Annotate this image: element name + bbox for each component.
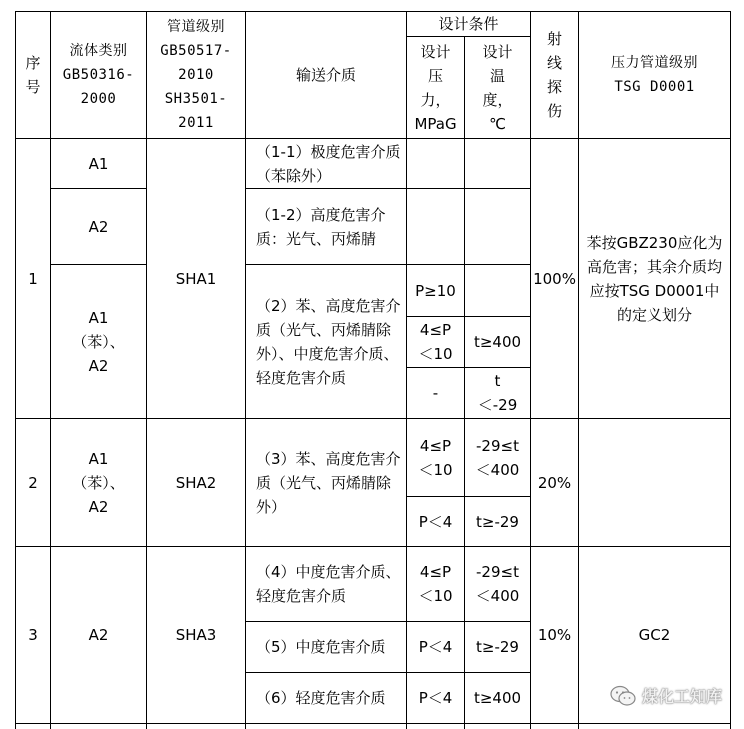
table-line (730, 11, 731, 729)
row1-fluid-a1-benzene: A1（苯）、A2 (72, 308, 125, 375)
row2-medium: （3）苯、高度危害介质（光气、丙烯腈除外） (256, 449, 401, 516)
watermark (610, 684, 722, 707)
header-radiography: 射线探伤 (546, 30, 562, 120)
row1-medium-3: （2）苯、高度危害介质（光气、丙烯腈除外）、中度危害介质、轻度危害介质 (256, 296, 401, 387)
row1-grade: SHA1 (175, 269, 217, 288)
row2-pressure-1: 4≤P＜10 (418, 436, 453, 479)
watermark-text: 煤化工知库 (641, 687, 722, 706)
row3-temp-3: t≥400 (473, 689, 522, 707)
row3-pressure-1: 4≤P＜10 (418, 563, 453, 605)
row1-medium-2: （1-2）高度危害介质：光气、丙烯腈 (256, 205, 386, 248)
header-design-conditions: 设计条件 (438, 15, 499, 33)
row2-grade: SHA2 (175, 473, 217, 492)
header-pipe-grade: 管道级别 GB50517-2010 SH3501-2011 (160, 19, 232, 131)
table-line (15, 723, 730, 724)
row3-temp-1: -29≤t＜400 (475, 563, 520, 605)
row3-tsg-grade: GC2 (638, 626, 671, 644)
row3-pressure-3: P＜4 (418, 689, 453, 707)
row3-medium-1: （4）中度危害介质、轻度危害介质 (256, 563, 401, 605)
row3-pressure-2: P＜4 (418, 638, 453, 656)
row1-temp-2: t≥400 (473, 333, 522, 351)
row1-temp-3: t＜-29 (477, 372, 518, 414)
row2-temp-1: -29≤t＜400 (475, 436, 520, 479)
row1-fluid-a1: A1 (88, 154, 109, 173)
row1-seq: 1 (28, 269, 38, 288)
row3-medium-2: （5）中度危害介质 (256, 638, 386, 656)
row3-fluid: A2 (88, 626, 109, 644)
row2-temp-2: t≥-29 (476, 512, 519, 531)
header-design-pressure: 设计压力，MPaG (414, 42, 457, 133)
header-fluid-class: 流体类别 GB50316-2000 (62, 43, 135, 107)
row2-seq: 2 (28, 473, 38, 492)
row3-medium-3: （6）轻度危害介质 (256, 689, 386, 707)
row3-temp-2: t≥-29 (476, 638, 519, 656)
header-design-temperature: 设计温度，℃ (482, 42, 513, 133)
row2-radiography: 20% (537, 473, 572, 492)
header-tsg-grade: 压力管道级别 TSG D0001 (611, 55, 698, 95)
row3-seq: 3 (28, 626, 38, 644)
row2-pressure-2: P＜4 (418, 512, 453, 531)
row1-medium-1: （1-1）极度危害介质（苯除外） (256, 142, 401, 185)
row2-fluid: A1（苯）、A2 (72, 449, 125, 516)
row1-pressure-2: 4≤P＜10 (418, 321, 453, 363)
row1-pressure-1: P≥10 (415, 281, 456, 300)
row1-fluid-a2: A2 (88, 217, 109, 236)
row1-radiography: 100% (533, 269, 576, 288)
row1-pressure-3: - (432, 384, 439, 402)
row3-grade: SHA3 (175, 626, 217, 644)
header-seq: 序号 (25, 54, 41, 96)
header-medium: 输送介质 (295, 66, 356, 84)
row1-tsg-grade: 苯按GBZ230应化为高危害；其余介质均应按TSG D0001中的定义划分 (586, 233, 723, 324)
wechat-icon (610, 685, 636, 707)
row3-radiography: 10% (537, 626, 572, 644)
